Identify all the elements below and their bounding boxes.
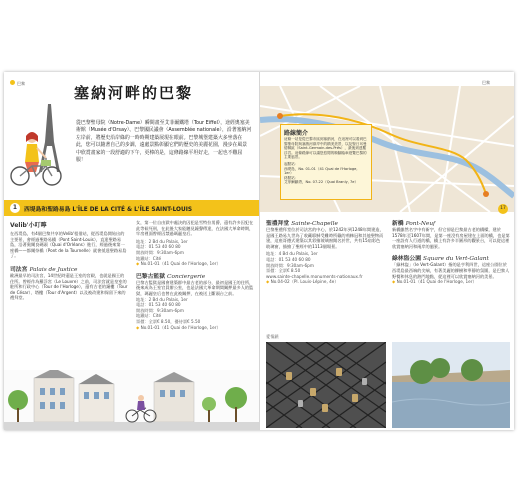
- info-1: 地址：2 Bd du Palais, 1er 電話：01 53 40 60 80 開放時間：9:30am-6pm 地鐵站：Cité: [136, 238, 188, 261]
- bike-station-icon: ◆: [266, 279, 270, 285]
- conc-text: 巴黎古監獄是國會建築群中最古老的部分，最初是國王的住所，後來成為王室官員辦公室，也是法國大革命期間關押最多人的監獄，瑪麗皇后也曾在此被關押，在被送上斷頭台之前。: [136, 279, 254, 296]
- photo-caption: 愛情鎖: [266, 334, 279, 339]
- route-start-end: 起點站： 西堤島，No. 01-01（41 Quai de l'Horloge, 1er） 終點站： 艾菲爾鐵塔，No. 07-22（Quai Branly, 7e）: [284, 161, 359, 185]
- corner-label: 巴黎: [10, 80, 25, 86]
- velib-tip: [10, 220, 128, 301]
- route-title: 路線簡介: [284, 130, 309, 137]
- cyclist-illustration: [8, 102, 70, 190]
- station-2: ◆ No.01-01（41 Quai de l'Horloge, 1er）: [136, 324, 221, 330]
- bike-station-icon: ◆: [392, 279, 396, 285]
- info-2: 地址：2 Bd du Palais, 1er 電話：01 53 40 60 80 開放時間：9:30am-6pm 地鐵站：Cité 票價：全票€ 8.50，優待票€ 5.50: [136, 296, 201, 324]
- vert-galant-photo: [392, 342, 510, 428]
- left-page: [4, 72, 260, 430]
- bike-station-icon: ◆: [136, 324, 140, 330]
- pontneuf-text: 新橋雖然名字中有新字，但它卻是巴黎最古老的橋樑，建於1578年至1607年間，是第一座沒有房屋建在上面的橋，也是第一座設有人行道的橋，橋上有許多半圓形的觀景台，可以從這裡欣賞塞納河和兩岸的風景。: [392, 227, 510, 249]
- mid-text: 女，第一位自由獄中處決的囚犯是雪特拉男爵，還有許多囚犯在此等候死刑，在此後大家能聽見鐘聲傳達，在法國大革命時期，牢房裡面曾經囚禁過瑪麗皇后。: [136, 220, 254, 237]
- velib-text: 在西堤島，有4個巴黎共享的Velib'租借站，從西堤島開始出的主要景，會經過聖路易橋（Pont Saint-Louis），直達聖路易島，沿著奧爾良碼頭（Quai d'Orléans）進行，經過後來第一座橋——都爾奈橋（Pont de la Tournelle）就會抵達聖路易島了。: [10, 231, 127, 259]
- justice-heading: 司法宮 Palais de Justice: [10, 266, 78, 273]
- right-page: [260, 72, 514, 430]
- velib-title: Velib'小叮嚀: [10, 222, 47, 229]
- page-title: 塞納河畔的巴黎: [74, 84, 194, 102]
- vert-heading: 綠林盜公園 Square du Vert-Galant: [392, 256, 489, 263]
- sainte-station: ◆ No.04-02（Pl. Louis-Lépine, 4e）: [266, 279, 339, 285]
- bike-station-icon: ◆: [136, 261, 140, 267]
- corner-label-right: 巴黎: [482, 80, 490, 85]
- conciergerie-block: [136, 220, 254, 330]
- sainte-text: 巴黎聖禮拜堂位於司法宮的中心，於1242年到1248年間建造，是國王路易九世為了收藏耶穌受難時所戴的荊棘冠和其他聖物而建，這座哥德式建築以其彩繪玻璃窗聞名於世，共有15扇彩色玻璃窗，描繪了聖經中的1113個場景。: [266, 227, 384, 249]
- sainte-heading: 聖禮拜堂 Sainte-Chapelle: [266, 221, 338, 227]
- pont-neuf-block: [392, 218, 510, 285]
- vert-text: 「綠林盜」（le Vert-Galant）指的是亨利四世，這座公園位於西堤島最西端的尖端，有著美麗的柳樹和寧靜的氛圍，是巴黎人野餐和休息的熱門地點，從這裡可以欣賞塞納河的美景。: [392, 262, 510, 279]
- route-info-box: [280, 124, 372, 200]
- justice-text: 歐洲最早的司法宮，14世紀時還是王室的宮殿，也就是國王的住所。曾經作為羅浮宮（Le Louvre）之前，司法宮就是皇室的駐所和行政中心（Tour de l'Horloge），還有古老的鐘樓（Tour de César）、塔樓（Tour d'Argent）以及被改建和保留下來的禮拜堂。: [10, 272, 128, 301]
- circle-icon: [10, 80, 15, 85]
- sainte-chapelle-block: [266, 218, 384, 285]
- route-text: 這條一站是從巴黎市區到塞納河，在這裡可以看到巴黎聖母院與塞納河兩岸中的精美美景，以及聖日耳曼德佩區（Saint-Germain-des-Prés），最後到達羅浮宮。這條路線可以讓您悠閒的騎腳踏車遊覽巴黎的主要風景。: [284, 137, 367, 160]
- section-title: 西堤島和聖路易島 L'ÎLE DE LA CITÉ & L'ÎLE SAINT-LOUIS: [24, 207, 193, 213]
- vert-station: ◆ No.01-01（41 Quai de l'Horloge, 1er）: [392, 279, 477, 285]
- station-1: ◆ No.01-01（41 Quai de l'Horloge, 1er）: [136, 261, 221, 267]
- intro-paragraph: 從巴黎聖母院（Notre-Dame）瞬間畫至艾菲爾鐵塔（Tour Eiffel），途經奧塞美術館（Musée d'Orsay）、巴黎國民議會（Assemblée nationale），沿著塞納河左岸前，將歷史沿岸綠的一時時期建築展現在眼前。巴黎城堡建築大多坐落在此，您可以隨著自己的步調，遠處景點彰顯它們的歷史的美麗花園，漫步在風景中欣賞畫家的一段舒適的下午，更棒的是，這條路線平坦好走，一起也不難屈服！: [76, 120, 252, 164]
- street-illustration: [4, 370, 259, 430]
- sainte-info: 地址：4 Bd du Palais, 1er 電話：01 53 40 60 80 開放時間：9:30am-6pm 票價：全票€ 8.50 www.sainte-chapelle.monuments-nationaux.fr: [266, 251, 363, 279]
- conc-heading: 巴黎古監獄 Conciergerie: [136, 273, 206, 280]
- page-number: 17: [498, 204, 508, 214]
- section-number: 1: [10, 203, 20, 213]
- pontneuf-heading: 新橋 Pont-Neuf: [392, 221, 436, 227]
- book-spread: [4, 72, 514, 430]
- love-locks-photo: [266, 342, 386, 428]
